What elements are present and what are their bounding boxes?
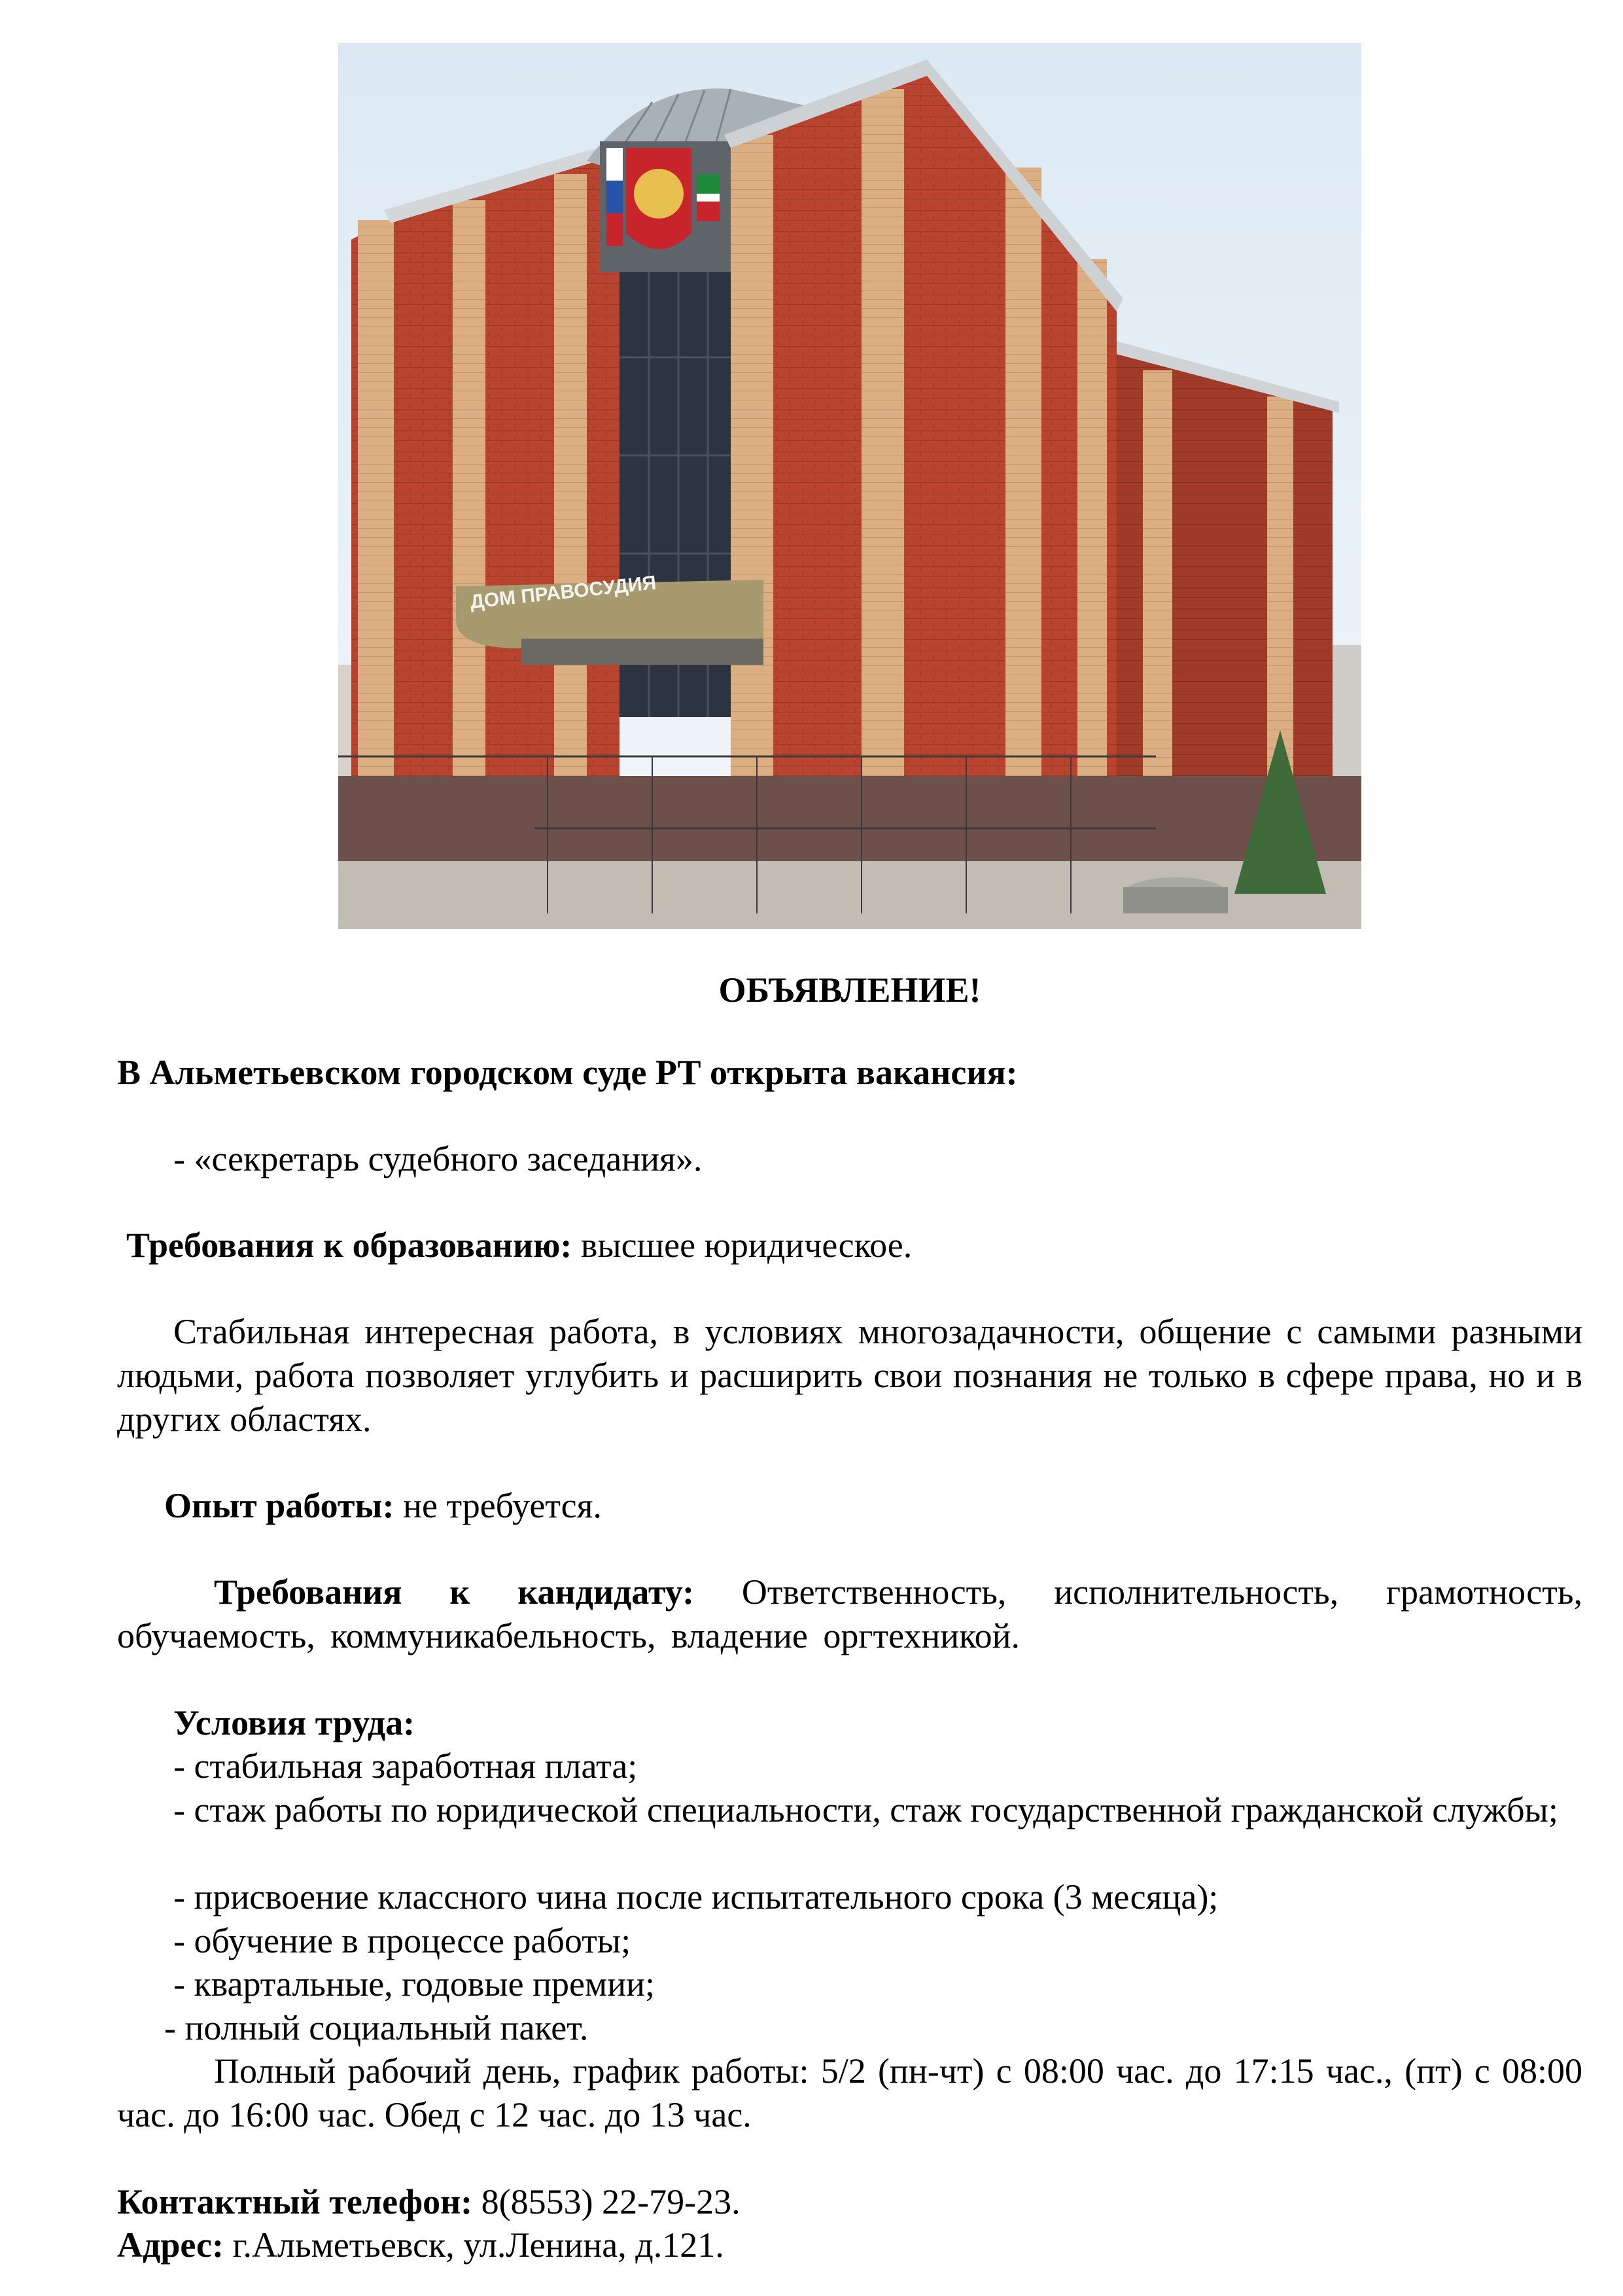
candidate-value: Ответственность, исполнительность, грамотность, обучаемость, коммуникабельность, владение оргтехникой. [117,1572,1582,1655]
experience-requirement [117,1484,1582,1528]
phone-value: 8(8553) 22-79-23. [472,2182,741,2221]
candidate-label: Требования к кандидату: [214,1572,695,1612]
experience-value: не требуется. [394,1486,602,1525]
contact-phone [117,2180,1582,2224]
conditions-item: - стаж работы по юридической специальности, стаж государственной гражданской службы; [173,1790,1558,1829]
courthouse-building-illustration [338,43,1361,929]
announcement-title: ОБЪЯВЛЕНИЕ! [718,970,981,1010]
conditions-item: - обучение в процессе работы; [173,1921,631,1960]
courthouse-photo [338,43,1361,929]
conditions-item: - полный социальный пакет. [164,2008,589,2047]
vacancy-position: - «секретарь судебного заседания». [173,1139,703,1178]
education-value: высшее юридическое. [572,1226,913,1265]
conditions-item: - присвоение классного чина после испытательного срока (3 месяца); [173,1877,1219,1916]
phone-label: Контактный телефон: [117,2182,473,2221]
contact-address [117,2223,1582,2267]
conditions-item: - квартальные, годовые премии; [173,1964,655,2004]
experience-label: Опыт работы: [164,1486,394,1525]
address-value: г.Альметьевск, ул.Ленина, д.121. [223,2225,724,2265]
education-requirement [117,1224,1582,1267]
address-label: Адрес: [117,2225,224,2265]
job-description: Стабильная интересная работа, в условиях многозадачности, общение с самыми разными людьми, работа позволяет углубить и расширить свои познания не только в сфере права, но и в других областях. [117,1312,1582,1439]
conditions-label: Условия труда: [173,1703,415,1742]
conditions-item: - стабильная заработная плата; [173,1746,638,1786]
candidate-requirements [117,1570,1582,1658]
education-label: Требования к образованию: [126,1226,572,1265]
work-schedule: Полный рабочий день, график работы: 5/2 (пн-чт) с 08:00 час. до 17:15 час., (пт) с 08:00 час. до 16:00 час. Обед с 12 час. до 13 час. [117,2051,1582,2134]
vacancy-intro: В Альметьевском городском суде РТ открыта вакансия: [117,1053,1018,1092]
dom-pravosudiya-sign-text: ДОМ ПРАВОСУДИЯ [469,572,657,613]
